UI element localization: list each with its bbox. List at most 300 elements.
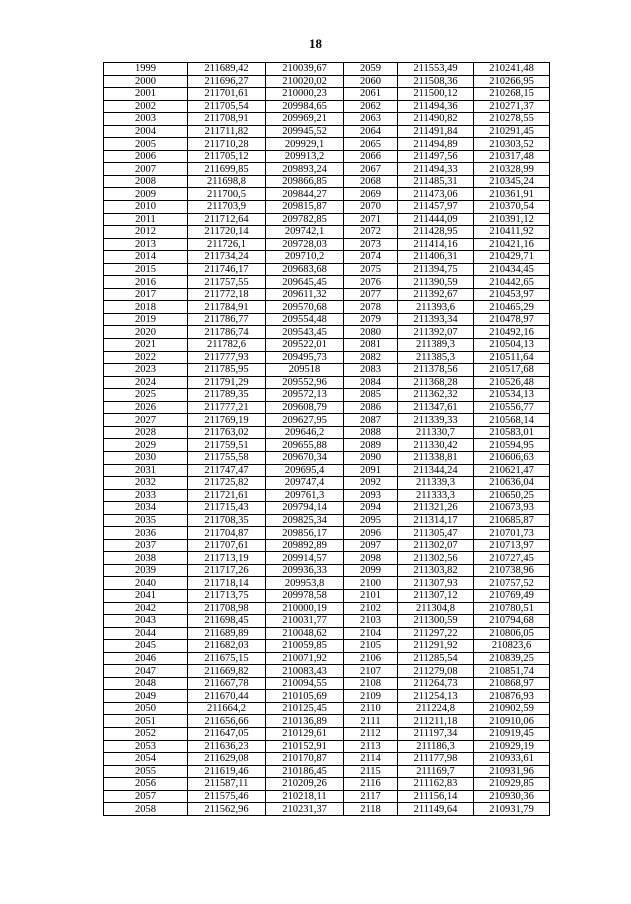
x-coordinate-right: 211314,17	[398, 514, 474, 527]
point-number-right: 2115	[344, 765, 398, 778]
y-coordinate-left: 209953,8	[266, 577, 344, 590]
x-coordinate-right: 211302,56	[398, 552, 474, 565]
table-row	[104, 652, 550, 665]
point-number-left: 2032	[104, 477, 188, 490]
y-coordinate-right: 210823,6	[474, 640, 550, 653]
x-coordinate-left: 211759,51	[188, 439, 266, 452]
x-coordinate-left: 211708,35	[188, 514, 266, 527]
y-coordinate-right: 210929,85	[474, 778, 550, 791]
point-number-left: 2001	[104, 88, 188, 101]
x-coordinate-left: 211619,46	[188, 765, 266, 778]
point-number-right: 2084	[344, 376, 398, 389]
x-coordinate-left: 211636,23	[188, 740, 266, 753]
table-row	[104, 477, 550, 490]
y-coordinate-right: 210780,51	[474, 602, 550, 615]
point-number-left: 2037	[104, 539, 188, 552]
point-number-left: 2030	[104, 451, 188, 464]
point-number-left: 2044	[104, 627, 188, 640]
point-number-right: 2108	[344, 677, 398, 690]
point-number-left: 2008	[104, 175, 188, 188]
y-coordinate-right: 210636,04	[474, 477, 550, 490]
point-number-left: 2028	[104, 426, 188, 439]
point-number-left: 2042	[104, 602, 188, 615]
point-number-right: 2065	[344, 138, 398, 151]
y-coordinate-left: 209611,32	[266, 288, 344, 301]
point-number-right: 2075	[344, 263, 398, 276]
table-row	[104, 552, 550, 565]
y-coordinate-left: 209655,88	[266, 439, 344, 452]
x-coordinate-left: 211689,42	[188, 63, 266, 76]
point-number-right: 2062	[344, 100, 398, 113]
page-number: 18	[309, 36, 322, 51]
y-coordinate-right: 210303,52	[474, 138, 550, 151]
table-row	[104, 677, 550, 690]
point-number-left: 2058	[104, 803, 188, 816]
point-number-right: 2082	[344, 351, 398, 364]
table-row	[104, 213, 550, 226]
point-number-right: 2090	[344, 451, 398, 464]
point-number-left: 2056	[104, 778, 188, 791]
y-coordinate-left: 210031,77	[266, 615, 344, 628]
x-coordinate-left: 211782,6	[188, 339, 266, 352]
point-number-right: 2063	[344, 113, 398, 126]
y-coordinate-left: 209782,85	[266, 213, 344, 226]
y-coordinate-left: 210170,87	[266, 753, 344, 766]
y-coordinate-right: 210839,25	[474, 652, 550, 665]
table-row	[104, 326, 550, 339]
y-coordinate-right: 210902,59	[474, 702, 550, 715]
point-number-right: 2094	[344, 502, 398, 515]
point-number-left: 2015	[104, 263, 188, 276]
table-row	[104, 113, 550, 126]
y-coordinate-left: 209683,68	[266, 263, 344, 276]
x-coordinate-right: 211553,49	[398, 63, 474, 76]
table-row	[104, 489, 550, 502]
table-row	[104, 615, 550, 628]
y-coordinate-right: 210268,15	[474, 88, 550, 101]
x-coordinate-right: 211339,33	[398, 414, 474, 427]
y-coordinate-right: 210701,73	[474, 527, 550, 540]
table-row	[104, 790, 550, 803]
y-coordinate-left: 209893,24	[266, 163, 344, 176]
point-number-left: 2027	[104, 414, 188, 427]
x-coordinate-left: 211703,9	[188, 201, 266, 214]
x-coordinate-right: 211428,95	[398, 226, 474, 239]
x-coordinate-left: 211769,19	[188, 414, 266, 427]
point-number-left: 2026	[104, 401, 188, 414]
x-coordinate-left: 211629,08	[188, 753, 266, 766]
y-coordinate-left: 210136,89	[266, 715, 344, 728]
y-coordinate-right: 210429,71	[474, 251, 550, 264]
x-coordinate-right: 211490,82	[398, 113, 474, 126]
x-coordinate-right: 211186,3	[398, 740, 474, 753]
table-row	[104, 201, 550, 214]
point-number-left: 2007	[104, 163, 188, 176]
x-coordinate-right: 211390,59	[398, 276, 474, 289]
y-coordinate-left: 209844,27	[266, 188, 344, 201]
y-coordinate-left: 209710,2	[266, 251, 344, 264]
y-coordinate-right: 210421,16	[474, 238, 550, 251]
y-coordinate-left: 209856,17	[266, 527, 344, 540]
point-number-right: 2118	[344, 803, 398, 816]
point-number-left: 2054	[104, 753, 188, 766]
y-coordinate-left: 209495,73	[266, 351, 344, 364]
table-row	[104, 100, 550, 113]
y-coordinate-left: 209627,95	[266, 414, 344, 427]
x-coordinate-left: 211789,35	[188, 389, 266, 402]
x-coordinate-right: 211330,42	[398, 439, 474, 452]
point-number-right: 2105	[344, 640, 398, 653]
point-number-right: 2064	[344, 125, 398, 138]
point-number-right: 2069	[344, 188, 398, 201]
y-coordinate-right: 210933,61	[474, 753, 550, 766]
x-coordinate-right: 211497,56	[398, 150, 474, 163]
table-row	[104, 401, 550, 414]
x-coordinate-left: 211757,55	[188, 276, 266, 289]
y-coordinate-left: 209670,34	[266, 451, 344, 464]
x-coordinate-right: 211385,3	[398, 351, 474, 364]
y-coordinate-left: 209761,3	[266, 489, 344, 502]
y-coordinate-right: 210534,13	[474, 389, 550, 402]
point-number-left: 2022	[104, 351, 188, 364]
x-coordinate-left: 211562,96	[188, 803, 266, 816]
point-number-left: 2013	[104, 238, 188, 251]
y-coordinate-right: 210517,68	[474, 364, 550, 377]
x-coordinate-left: 211707,61	[188, 539, 266, 552]
y-coordinate-right: 210919,45	[474, 727, 550, 740]
table-row	[104, 88, 550, 101]
table-row	[104, 339, 550, 352]
y-coordinate-right: 210794,68	[474, 615, 550, 628]
table-row	[104, 527, 550, 540]
point-number-right: 2091	[344, 464, 398, 477]
point-number-left: 2010	[104, 201, 188, 214]
y-coordinate-right: 210504,13	[474, 339, 550, 352]
point-number-right: 2101	[344, 589, 398, 602]
point-number-right: 2107	[344, 665, 398, 678]
x-coordinate-right: 211500,12	[398, 88, 474, 101]
y-coordinate-left: 209815,87	[266, 201, 344, 214]
y-coordinate-right: 210713,97	[474, 539, 550, 552]
x-coordinate-left: 211746,17	[188, 263, 266, 276]
point-number-right: 2100	[344, 577, 398, 590]
y-coordinate-right: 210583,01	[474, 426, 550, 439]
x-coordinate-left: 211656,66	[188, 715, 266, 728]
y-coordinate-left: 209825,34	[266, 514, 344, 527]
y-coordinate-right: 210606,63	[474, 451, 550, 464]
y-coordinate-left: 209913,2	[266, 150, 344, 163]
y-coordinate-right: 210876,93	[474, 690, 550, 703]
point-number-left: 2049	[104, 690, 188, 703]
table-row	[104, 564, 550, 577]
x-coordinate-right: 211224,8	[398, 702, 474, 715]
point-number-right: 2113	[344, 740, 398, 753]
point-number-left: 2043	[104, 615, 188, 628]
x-coordinate-left: 211710,28	[188, 138, 266, 151]
point-number-left: 2031	[104, 464, 188, 477]
point-number-left: 2003	[104, 113, 188, 126]
y-coordinate-right: 210931,96	[474, 765, 550, 778]
x-coordinate-left: 211587,11	[188, 778, 266, 791]
point-number-left: 2050	[104, 702, 188, 715]
point-number-left: 2035	[104, 514, 188, 527]
y-coordinate-left: 209892,89	[266, 539, 344, 552]
point-number-right: 2074	[344, 251, 398, 264]
point-number-right: 2088	[344, 426, 398, 439]
y-coordinate-right: 210556,77	[474, 401, 550, 414]
x-coordinate-right: 211491,84	[398, 125, 474, 138]
x-coordinate-right: 211344,24	[398, 464, 474, 477]
x-coordinate-left: 211698,45	[188, 615, 266, 628]
y-coordinate-left: 210186,45	[266, 765, 344, 778]
x-coordinate-right: 211347,61	[398, 401, 474, 414]
point-number-left: 2052	[104, 727, 188, 740]
point-number-right: 2083	[344, 364, 398, 377]
x-coordinate-right: 211321,26	[398, 502, 474, 515]
y-coordinate-left: 209645,45	[266, 276, 344, 289]
table-row	[104, 138, 550, 151]
x-coordinate-right: 211279,08	[398, 665, 474, 678]
table-row	[104, 514, 550, 527]
table-row	[104, 75, 550, 88]
x-coordinate-right: 211303,82	[398, 564, 474, 577]
x-coordinate-left: 211763,02	[188, 426, 266, 439]
point-number-right: 2079	[344, 313, 398, 326]
y-coordinate-left: 210129,61	[266, 727, 344, 740]
point-number-right: 2103	[344, 615, 398, 628]
y-coordinate-left: 209570,68	[266, 301, 344, 314]
point-number-left: 2055	[104, 765, 188, 778]
point-number-left: 2046	[104, 652, 188, 665]
point-number-right: 2080	[344, 326, 398, 339]
table-row	[104, 389, 550, 402]
point-number-right: 2078	[344, 301, 398, 314]
point-number-left: 2024	[104, 376, 188, 389]
y-coordinate-right: 210278,55	[474, 113, 550, 126]
x-coordinate-left: 211708,98	[188, 602, 266, 615]
x-coordinate-left: 211786,77	[188, 313, 266, 326]
y-coordinate-right: 210727,45	[474, 552, 550, 565]
y-coordinate-right: 210757,52	[474, 577, 550, 590]
y-coordinate-right: 210271,37	[474, 100, 550, 113]
point-number-right: 2089	[344, 439, 398, 452]
x-coordinate-right: 211394,75	[398, 263, 474, 276]
x-coordinate-left: 211682,03	[188, 640, 266, 653]
x-coordinate-right: 211149,64	[398, 803, 474, 816]
x-coordinate-left: 211777,93	[188, 351, 266, 364]
y-coordinate-left: 210105,69	[266, 690, 344, 703]
x-coordinate-left: 211675,15	[188, 652, 266, 665]
x-coordinate-right: 211457,97	[398, 201, 474, 214]
x-coordinate-left: 211786,74	[188, 326, 266, 339]
y-coordinate-left: 209572,13	[266, 389, 344, 402]
point-number-right: 2093	[344, 489, 398, 502]
y-coordinate-right: 210434,45	[474, 263, 550, 276]
point-number-right: 2070	[344, 201, 398, 214]
table-row	[104, 778, 550, 791]
y-coordinate-right: 210411,92	[474, 226, 550, 239]
point-number-right: 2077	[344, 288, 398, 301]
x-coordinate-right: 211297,22	[398, 627, 474, 640]
point-number-left: 2041	[104, 589, 188, 602]
point-number-right: 2067	[344, 163, 398, 176]
point-number-right: 2061	[344, 88, 398, 101]
y-coordinate-right: 210241,48	[474, 63, 550, 76]
point-number-right: 2104	[344, 627, 398, 640]
x-coordinate-right: 211494,89	[398, 138, 474, 151]
x-coordinate-left: 211713,19	[188, 552, 266, 565]
y-coordinate-left: 209794,14	[266, 502, 344, 515]
x-coordinate-right: 211264,73	[398, 677, 474, 690]
point-number-left: 2053	[104, 740, 188, 753]
x-coordinate-left: 211700,5	[188, 188, 266, 201]
y-coordinate-right: 210370,54	[474, 201, 550, 214]
table-row	[104, 376, 550, 389]
table-row	[104, 163, 550, 176]
y-coordinate-left: 210048,62	[266, 627, 344, 640]
table-row	[104, 502, 550, 515]
x-coordinate-right: 211285,54	[398, 652, 474, 665]
point-number-right: 2112	[344, 727, 398, 740]
x-coordinate-right: 211339,3	[398, 477, 474, 490]
x-coordinate-right: 211302,07	[398, 539, 474, 552]
table-row	[104, 301, 550, 314]
point-number-left: 2005	[104, 138, 188, 151]
y-coordinate-right: 210851,74	[474, 665, 550, 678]
point-number-left: 2004	[104, 125, 188, 138]
table-row	[104, 175, 550, 188]
x-coordinate-left: 211701,61	[188, 88, 266, 101]
table-row	[104, 251, 550, 264]
point-number-left: 2025	[104, 389, 188, 402]
point-number-left: 2006	[104, 150, 188, 163]
x-coordinate-left: 211698,8	[188, 175, 266, 188]
x-coordinate-left: 211705,54	[188, 100, 266, 113]
point-number-left: 2014	[104, 251, 188, 264]
point-number-right: 2096	[344, 527, 398, 540]
y-coordinate-left: 210094,55	[266, 677, 344, 690]
y-coordinate-left: 209742,1	[266, 226, 344, 239]
y-coordinate-left: 210209,26	[266, 778, 344, 791]
y-coordinate-right: 210931,79	[474, 803, 550, 816]
x-coordinate-right: 211333,3	[398, 489, 474, 502]
x-coordinate-right: 211392,07	[398, 326, 474, 339]
x-coordinate-right: 211473,06	[398, 188, 474, 201]
y-coordinate-left: 210000,19	[266, 602, 344, 615]
y-coordinate-left: 210152,91	[266, 740, 344, 753]
y-coordinate-left: 210000,23	[266, 88, 344, 101]
point-number-left: 2018	[104, 301, 188, 314]
point-number-right: 2098	[344, 552, 398, 565]
y-coordinate-right: 210442,65	[474, 276, 550, 289]
x-coordinate-right: 211162,83	[398, 778, 474, 791]
table-row	[104, 426, 550, 439]
y-coordinate-right: 210929,19	[474, 740, 550, 753]
y-coordinate-right: 210328,99	[474, 163, 550, 176]
point-number-right: 2102	[344, 602, 398, 615]
y-coordinate-left: 209747,4	[266, 477, 344, 490]
point-number-right: 2097	[344, 539, 398, 552]
x-coordinate-right: 211330,7	[398, 426, 474, 439]
y-coordinate-right: 210291,45	[474, 125, 550, 138]
x-coordinate-left: 211689,89	[188, 627, 266, 640]
y-coordinate-right: 210673,93	[474, 502, 550, 515]
y-coordinate-left: 209945,52	[266, 125, 344, 138]
point-number-right: 2099	[344, 564, 398, 577]
table-row	[104, 803, 550, 816]
x-coordinate-left: 211711,82	[188, 125, 266, 138]
y-coordinate-right: 210685,87	[474, 514, 550, 527]
x-coordinate-left: 211669,82	[188, 665, 266, 678]
x-coordinate-left: 211726,1	[188, 238, 266, 251]
table-row	[104, 602, 550, 615]
x-coordinate-left: 211575,46	[188, 790, 266, 803]
point-number-right: 2081	[344, 339, 398, 352]
x-coordinate-right: 211393,6	[398, 301, 474, 314]
x-coordinate-right: 211378,56	[398, 364, 474, 377]
y-coordinate-right: 210650,25	[474, 489, 550, 502]
y-coordinate-right: 210391,12	[474, 213, 550, 226]
point-number-right: 2060	[344, 75, 398, 88]
point-number-left: 2045	[104, 640, 188, 653]
point-number-left: 2019	[104, 313, 188, 326]
point-number-left: 2017	[104, 288, 188, 301]
table-row	[104, 451, 550, 464]
y-coordinate-left: 209914,57	[266, 552, 344, 565]
x-coordinate-left: 211708,91	[188, 113, 266, 126]
table-row	[104, 665, 550, 678]
y-coordinate-left: 210083,43	[266, 665, 344, 678]
x-coordinate-right: 211211,18	[398, 715, 474, 728]
point-number-right: 2110	[344, 702, 398, 715]
table-row	[104, 226, 550, 239]
y-coordinate-right: 210769,49	[474, 589, 550, 602]
y-coordinate-left: 209554,48	[266, 313, 344, 326]
point-number-left: 2011	[104, 213, 188, 226]
y-coordinate-left: 210125,45	[266, 702, 344, 715]
point-number-right: 2114	[344, 753, 398, 766]
x-coordinate-left: 211720,14	[188, 226, 266, 239]
table-row	[104, 63, 550, 76]
point-number-left: 2012	[104, 226, 188, 239]
point-number-right: 2109	[344, 690, 398, 703]
point-number-right: 2068	[344, 175, 398, 188]
table-row	[104, 753, 550, 766]
x-coordinate-right: 211307,93	[398, 577, 474, 590]
x-coordinate-left: 211772,18	[188, 288, 266, 301]
x-coordinate-right: 211300,59	[398, 615, 474, 628]
point-number-right: 2117	[344, 790, 398, 803]
x-coordinate-right: 211494,33	[398, 163, 474, 176]
y-coordinate-right: 210621,47	[474, 464, 550, 477]
x-coordinate-right: 211393,34	[398, 313, 474, 326]
y-coordinate-right: 210738,96	[474, 564, 550, 577]
point-number-left: 2029	[104, 439, 188, 452]
point-number-right: 2095	[344, 514, 398, 527]
table-row	[104, 313, 550, 326]
x-coordinate-right: 211485,31	[398, 175, 474, 188]
x-coordinate-right: 211304,8	[398, 602, 474, 615]
table-row	[104, 238, 550, 251]
x-coordinate-left: 211718,14	[188, 577, 266, 590]
table-row	[104, 589, 550, 602]
x-coordinate-right: 211197,34	[398, 727, 474, 740]
x-coordinate-left: 211713,75	[188, 589, 266, 602]
y-coordinate-right: 210492,16	[474, 326, 550, 339]
x-coordinate-left: 211670,44	[188, 690, 266, 703]
table-row	[104, 125, 550, 138]
y-coordinate-right: 210478,97	[474, 313, 550, 326]
